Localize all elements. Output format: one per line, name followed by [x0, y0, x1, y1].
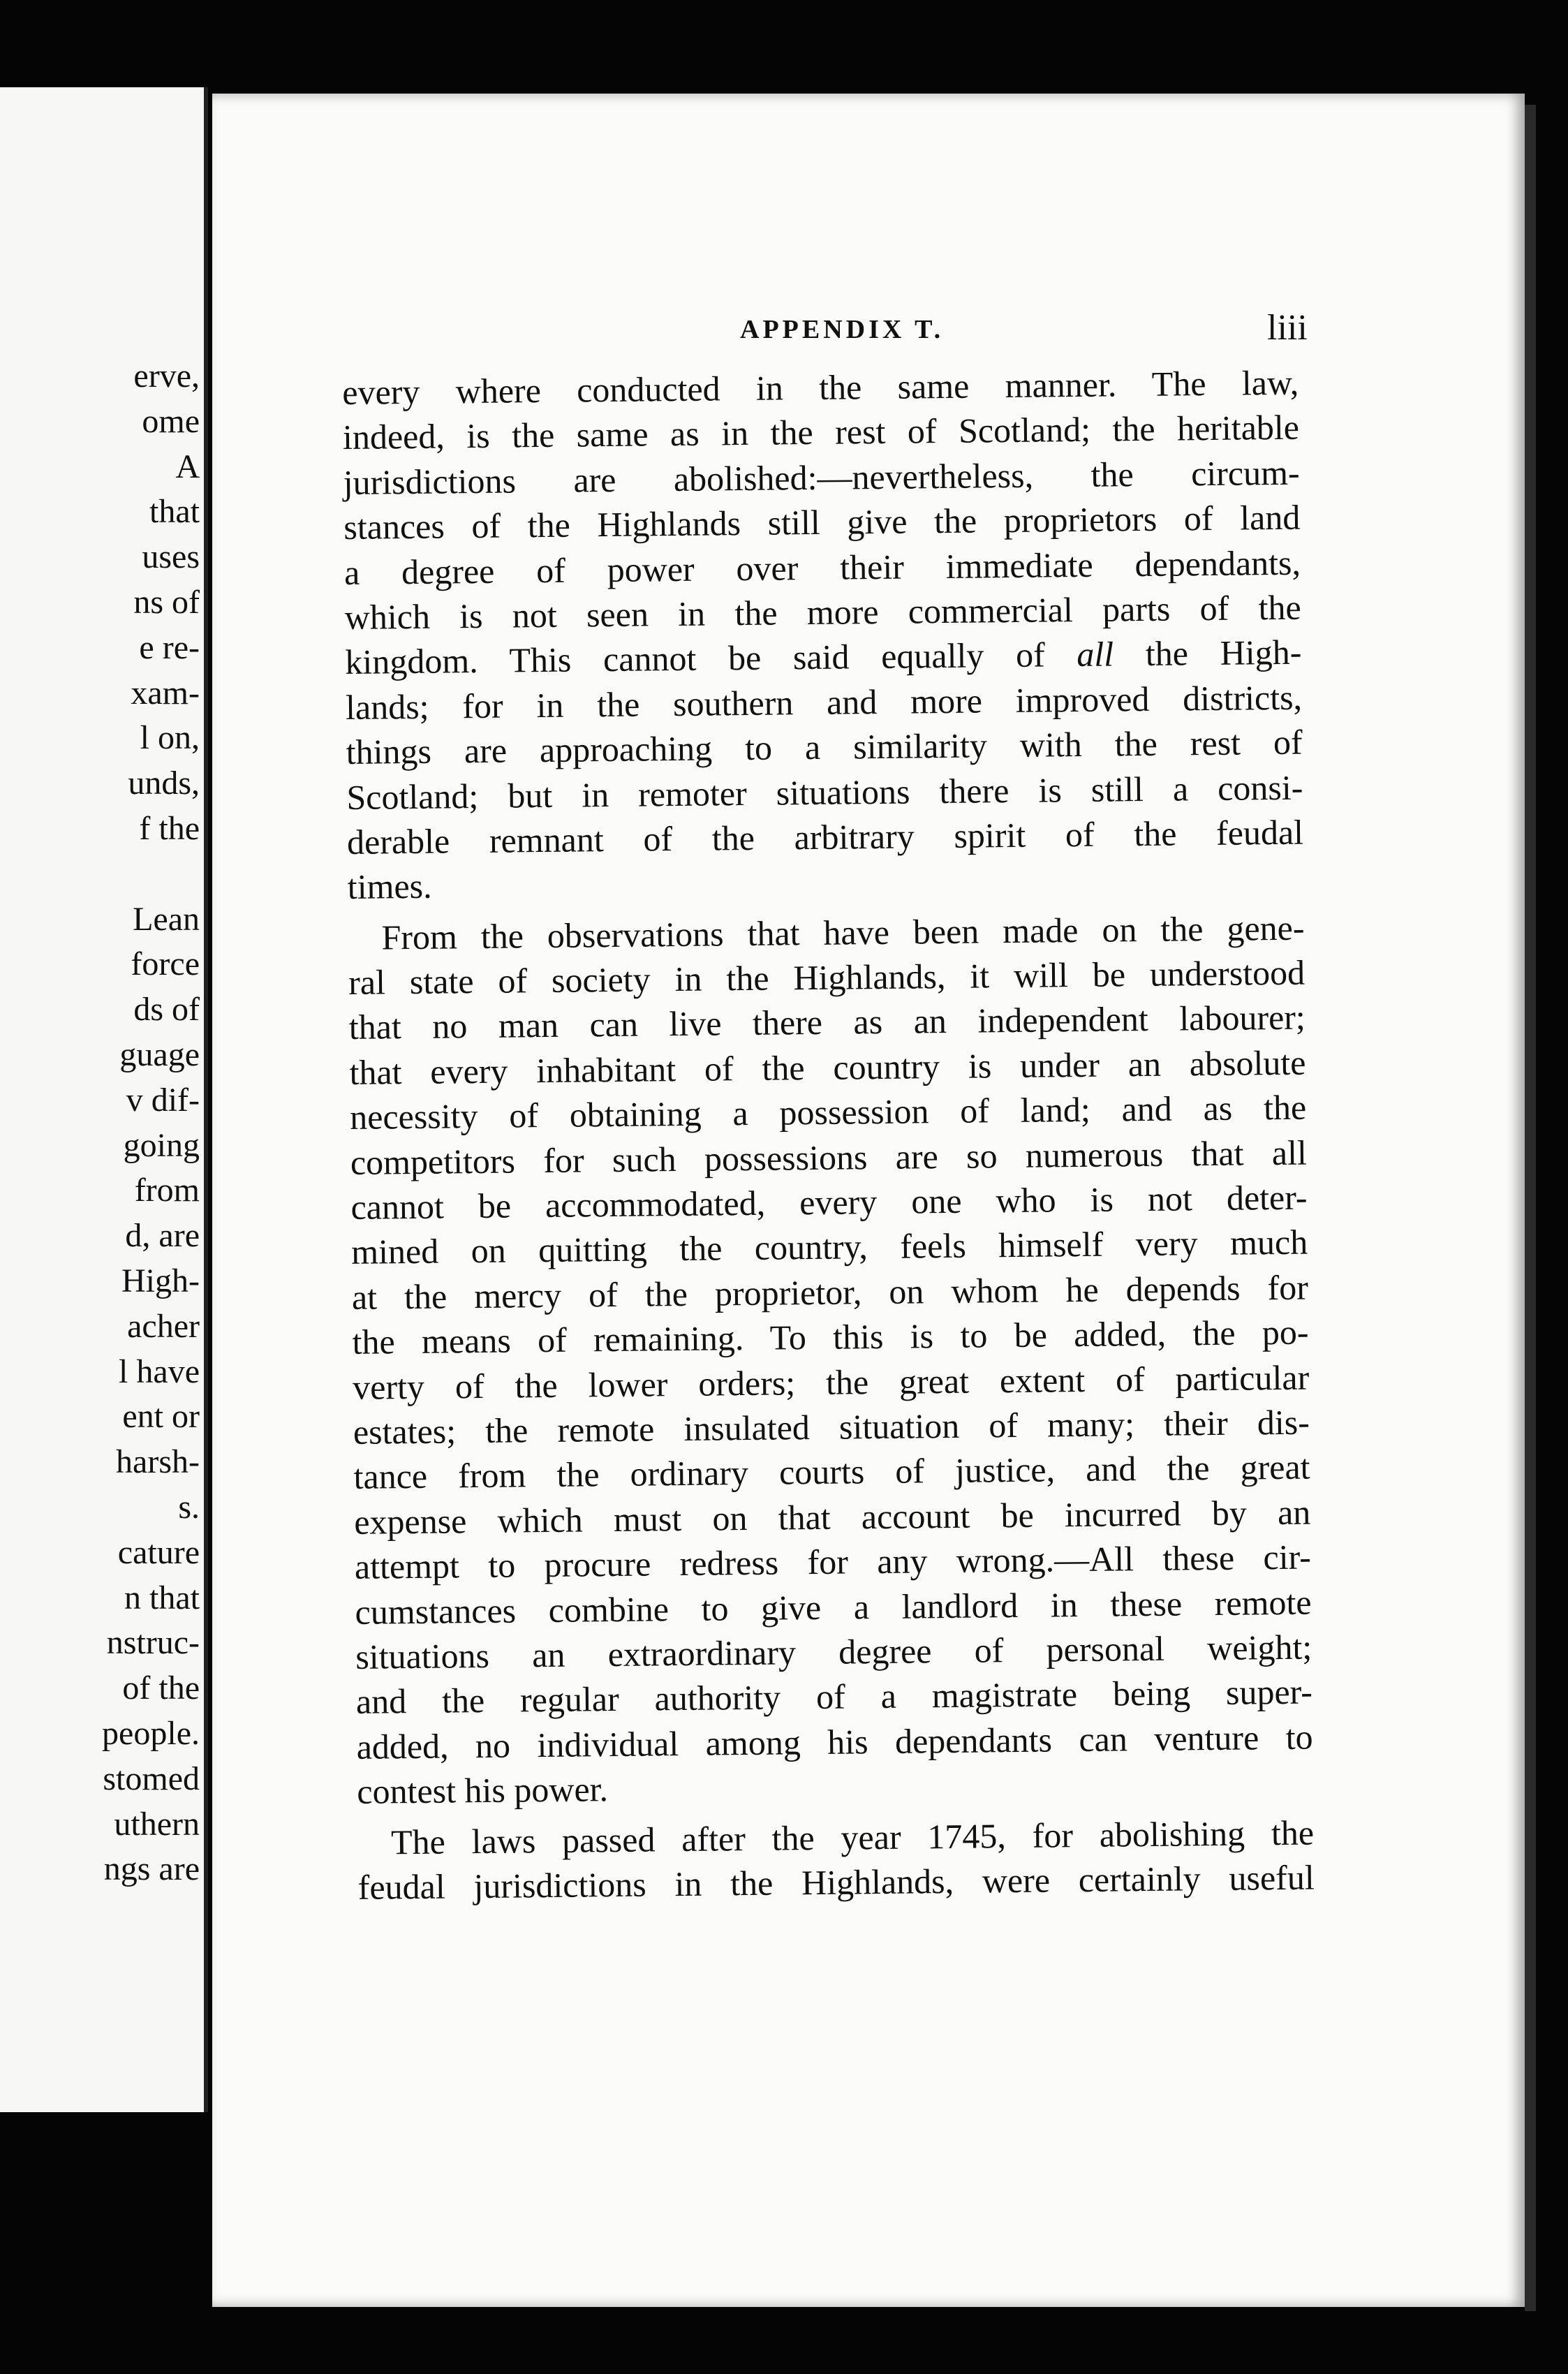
previous-page-line: erve,: [133, 357, 200, 395]
text-line: necessity of obtaining a possession of land; and as the: [349, 1087, 1307, 1137]
text-line: situations an extraordinary degree of personal weight;: [355, 1627, 1312, 1676]
italic-word: all: [1077, 634, 1114, 674]
previous-page-line: ns of: [133, 584, 200, 621]
text-line: competitors for such possessions are so numerous that all: [350, 1133, 1308, 1182]
text-line: expense which must on that account be incurred by an: [353, 1492, 1311, 1542]
previous-page-line: uthern: [114, 1805, 200, 1843]
text-line-segment: the High-: [1113, 632, 1302, 674]
text-line: a degree of power over their immediate dependants,: [343, 543, 1301, 592]
previous-page-line: that: [149, 493, 200, 531]
text-line: ral state of society in the Highlands, it will be understood: [348, 952, 1306, 1003]
previous-page-line: from: [134, 1172, 200, 1209]
previous-page-line: f the: [139, 810, 200, 847]
text-line: From the observations that have been made on the gene-: [381, 908, 1305, 957]
previous-page-line: nstruc-: [106, 1624, 200, 1662]
body-text: [342, 360, 1315, 1910]
text-line: which is not seen in the more commercial parts of the: [344, 587, 1301, 637]
text-line: cannot be accommodated, every one who is not deter-: [350, 1177, 1308, 1227]
previous-page-line: of the: [122, 1669, 200, 1707]
text-line: at the mercy of the proprietor, on whom he depends for: [351, 1267, 1309, 1317]
previous-page-line: people.: [102, 1715, 200, 1752]
previous-page-line: l have: [119, 1352, 200, 1390]
text-line: lands; for in the southern and more improved districts,: [345, 677, 1303, 727]
previous-page-line: v dif-: [126, 1081, 200, 1119]
previous-page-line: High-: [121, 1262, 200, 1299]
text-line: indeed, is the same as in the rest of Scotland; the heritable: [342, 408, 1300, 457]
previous-page-line: ome: [142, 402, 200, 440]
running-header: APPENDIX T.: [740, 315, 945, 344]
text-line: The laws passed after the year 1745, for abolishing the: [390, 1813, 1315, 1861]
text-line: every where conducted in the same manner. The law,: [342, 362, 1299, 412]
text-line: that no man can live there as an independent labourer;: [348, 998, 1306, 1047]
previous-page-line: ent or: [122, 1398, 200, 1436]
text-line: stances of the Highlands still give the proprietors of land: [343, 497, 1301, 547]
text-line: and the regular authority of a magistrate being super-: [355, 1672, 1313, 1722]
previous-page-line: unds,: [128, 765, 200, 802]
previous-page-line: e re-: [139, 628, 200, 666]
text-line: times.: [347, 866, 432, 907]
text-line: that every inhabitant of the country is under an absolute: [349, 1042, 1306, 1092]
text-line: attempt to procure redress for any wrong.—All these cir-: [354, 1537, 1312, 1587]
text-line: Scotland; but in remoter situations there is still a consi-: [346, 767, 1303, 817]
text-line: estates; the remote insulated situation of many; their dis-: [353, 1402, 1310, 1452]
text-line: cumstances combine to give a landlord in these remote: [355, 1582, 1312, 1632]
previous-page-line: guage: [119, 1036, 200, 1073]
text-line: tance from the ordinary courts of justice, and the great: [353, 1447, 1310, 1497]
previous-page-line: ds of: [133, 991, 200, 1029]
text-line: things are approaching to a similarity with the rest of: [346, 722, 1303, 772]
text-line: jurisdictions are abolished:—nevertheless, the circum-: [343, 452, 1300, 502]
previous-page-line: going: [123, 1126, 200, 1164]
previous-page-line: acher: [127, 1307, 200, 1345]
previous-page: [0, 87, 208, 2112]
previous-page-line: n that: [124, 1579, 200, 1616]
text-line: feudal jurisdictions in the Highlands, were certainly useful: [357, 1857, 1315, 1907]
text-line: derable remnant of the arbitrary spirit of the feudal: [346, 812, 1304, 862]
text-line: the means of remaining. To this is to be added, the po-: [352, 1312, 1309, 1362]
text-line: verty of the lower orders; the great extent of particular: [352, 1357, 1310, 1407]
previous-page-line: xam-: [131, 674, 200, 712]
previous-page-line: force: [131, 945, 200, 983]
previous-page-line: cature: [117, 1533, 200, 1571]
page-number: liii: [1267, 308, 1308, 348]
previous-page-line: harsh-: [116, 1443, 200, 1481]
text-line-segment: kingdom. This cannot be said equally of: [345, 635, 1077, 682]
previous-page-line: l on,: [140, 719, 200, 757]
previous-page-line: s.: [178, 1489, 200, 1526]
previous-page-line: stomed: [103, 1760, 200, 1797]
text-line: mined on quitting the country, feels himself very much: [350, 1223, 1308, 1272]
previous-page-line: uses: [142, 538, 200, 576]
page-edge-shadow: [1525, 105, 1536, 2311]
previous-page-line: A: [175, 448, 200, 485]
previous-page-line: Lean: [133, 900, 200, 938]
text-line: contest his power.: [357, 1769, 609, 1811]
previous-page-line: d, are: [125, 1217, 200, 1255]
text-line: added, no individual among his dependants can venture to: [356, 1717, 1313, 1767]
previous-page-line: ngs are: [103, 1850, 200, 1888]
